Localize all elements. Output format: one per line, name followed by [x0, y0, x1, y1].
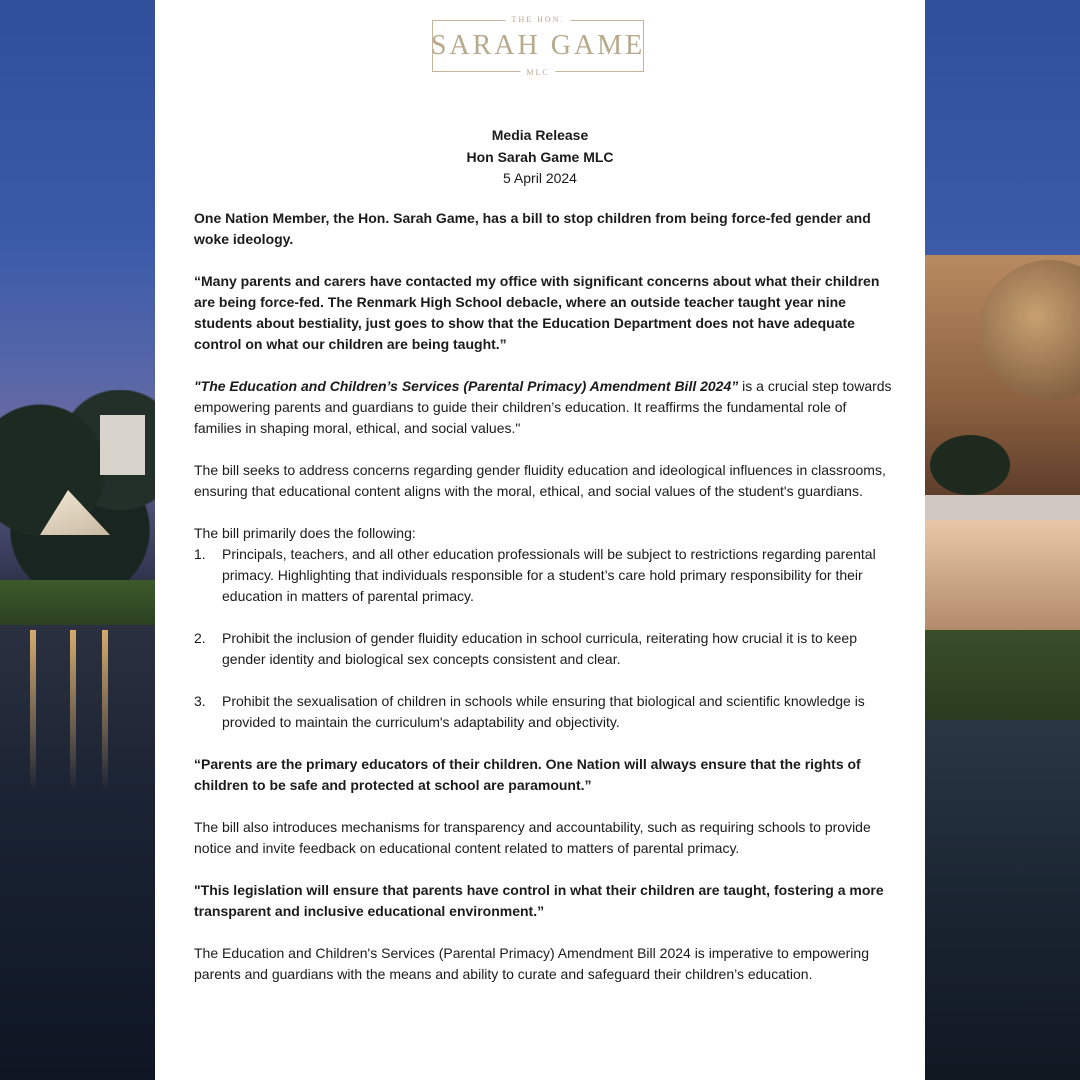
list-item-number: 1.: [194, 546, 206, 562]
quote-paragraph: "This legislation will ensure that parents have control in what their children are taught, fostering a more transparent and inclusive educational environment.”: [194, 882, 884, 919]
media-release-page: [155, 0, 925, 1080]
bill-paragraph: [194, 376, 894, 439]
closing-paragraph: The Education and Children's Services (Parental Primacy) Amendment Bill 2024 is imperative to empowering parents and guardians with the means and ability to curate and safeguard their children’s education.: [194, 945, 869, 982]
logo-name: SARAH GAME: [430, 30, 646, 61]
list-item: [194, 628, 894, 670]
list-item-number: 2.: [194, 630, 206, 646]
list-item-number: 3.: [194, 693, 206, 709]
trees-right: [930, 435, 1010, 495]
background-right-scenery: [925, 0, 1080, 1080]
distant-building: [100, 415, 145, 475]
list-item-text: Principals, teachers, and all other education professionals will be subject to restrictions regarding parental primacy. Highlighting that individuals responsible for a student’s care hold primary responsibility for their education in matters of parental primacy.: [222, 546, 876, 604]
quote-paragraph: “Many parents and carers have contacted my office with significant concerns about what their children are being force-fed. The Renmark High School debacle, where an outside teacher taught year nine students about bestiality, just goes to show that the Education Department does not have adequate control on what our children are being taught.”: [194, 273, 880, 352]
riverbank-right: [925, 630, 1080, 725]
mechanisms-paragraph: The bill also introduces mechanisms for transparency and accountability, such as requiring schools to provide notice and invite feedback on educational content related to matters of parental primacy.: [194, 819, 871, 856]
river-left: [0, 625, 155, 1080]
release-title: Media Release: [491, 127, 589, 143]
list-item-text: Prohibit the inclusion of gender fluidity education in school curricula, reiterating how crucial it is to keep gender identity and biological sex concepts consistent and clear.: [222, 630, 858, 667]
logo: [430, 15, 646, 77]
list-item-text: Prohibit the sexualisation of children in schools while ensuring that biological and scientific knowledge is provided to maintain the curriculum's adaptability and objectivity.: [222, 693, 865, 730]
light-reflection: [30, 630, 36, 790]
release-body: [194, 208, 894, 985]
address-paragraph: The bill seeks to address concerns regarding gender fluidity education and ideological influences in classrooms, ensuring that educational content aligns with the moral, ethical, and social values of the student's guardians.: [194, 462, 886, 499]
intro-paragraph: One Nation Member, the Hon. Sarah Game, has a bill to stop children from being force-fed gender and woke ideology.: [194, 210, 871, 247]
logo-title-prefix: THE HON.: [506, 15, 571, 24]
bill-description: is a crucial step towards empowering parents and guardians to guide their children’s education. It reaffirms the fundamental role of families in shaping moral, ethical, and social values.": [194, 378, 892, 436]
release-author: Hon Sarah Game MLC: [466, 148, 614, 165]
list-intro: The bill primarily does the following:: [194, 525, 416, 541]
list-item: [194, 691, 894, 733]
release-date: 5 April 2024: [503, 170, 577, 186]
provisions-list: [194, 544, 894, 733]
riverbank-left: [0, 580, 155, 630]
light-reflection: [70, 630, 76, 790]
background-left-scenery: [0, 0, 155, 1080]
quote-paragraph: “Parents are the primary educators of their children. One Nation will always ensure that the rights of children to be safe and protected at school are paramount.”: [194, 756, 861, 793]
bill-title: "The Education and Children’s Services (Parental Primacy) Amendment Bill 2024”: [194, 378, 739, 394]
list-item: [194, 544, 894, 607]
river-right: [925, 720, 1080, 1080]
boathouse: [925, 495, 1080, 635]
light-reflection: [102, 630, 108, 790]
logo-title-suffix: MLC: [520, 68, 555, 77]
release-header: [155, 125, 925, 190]
